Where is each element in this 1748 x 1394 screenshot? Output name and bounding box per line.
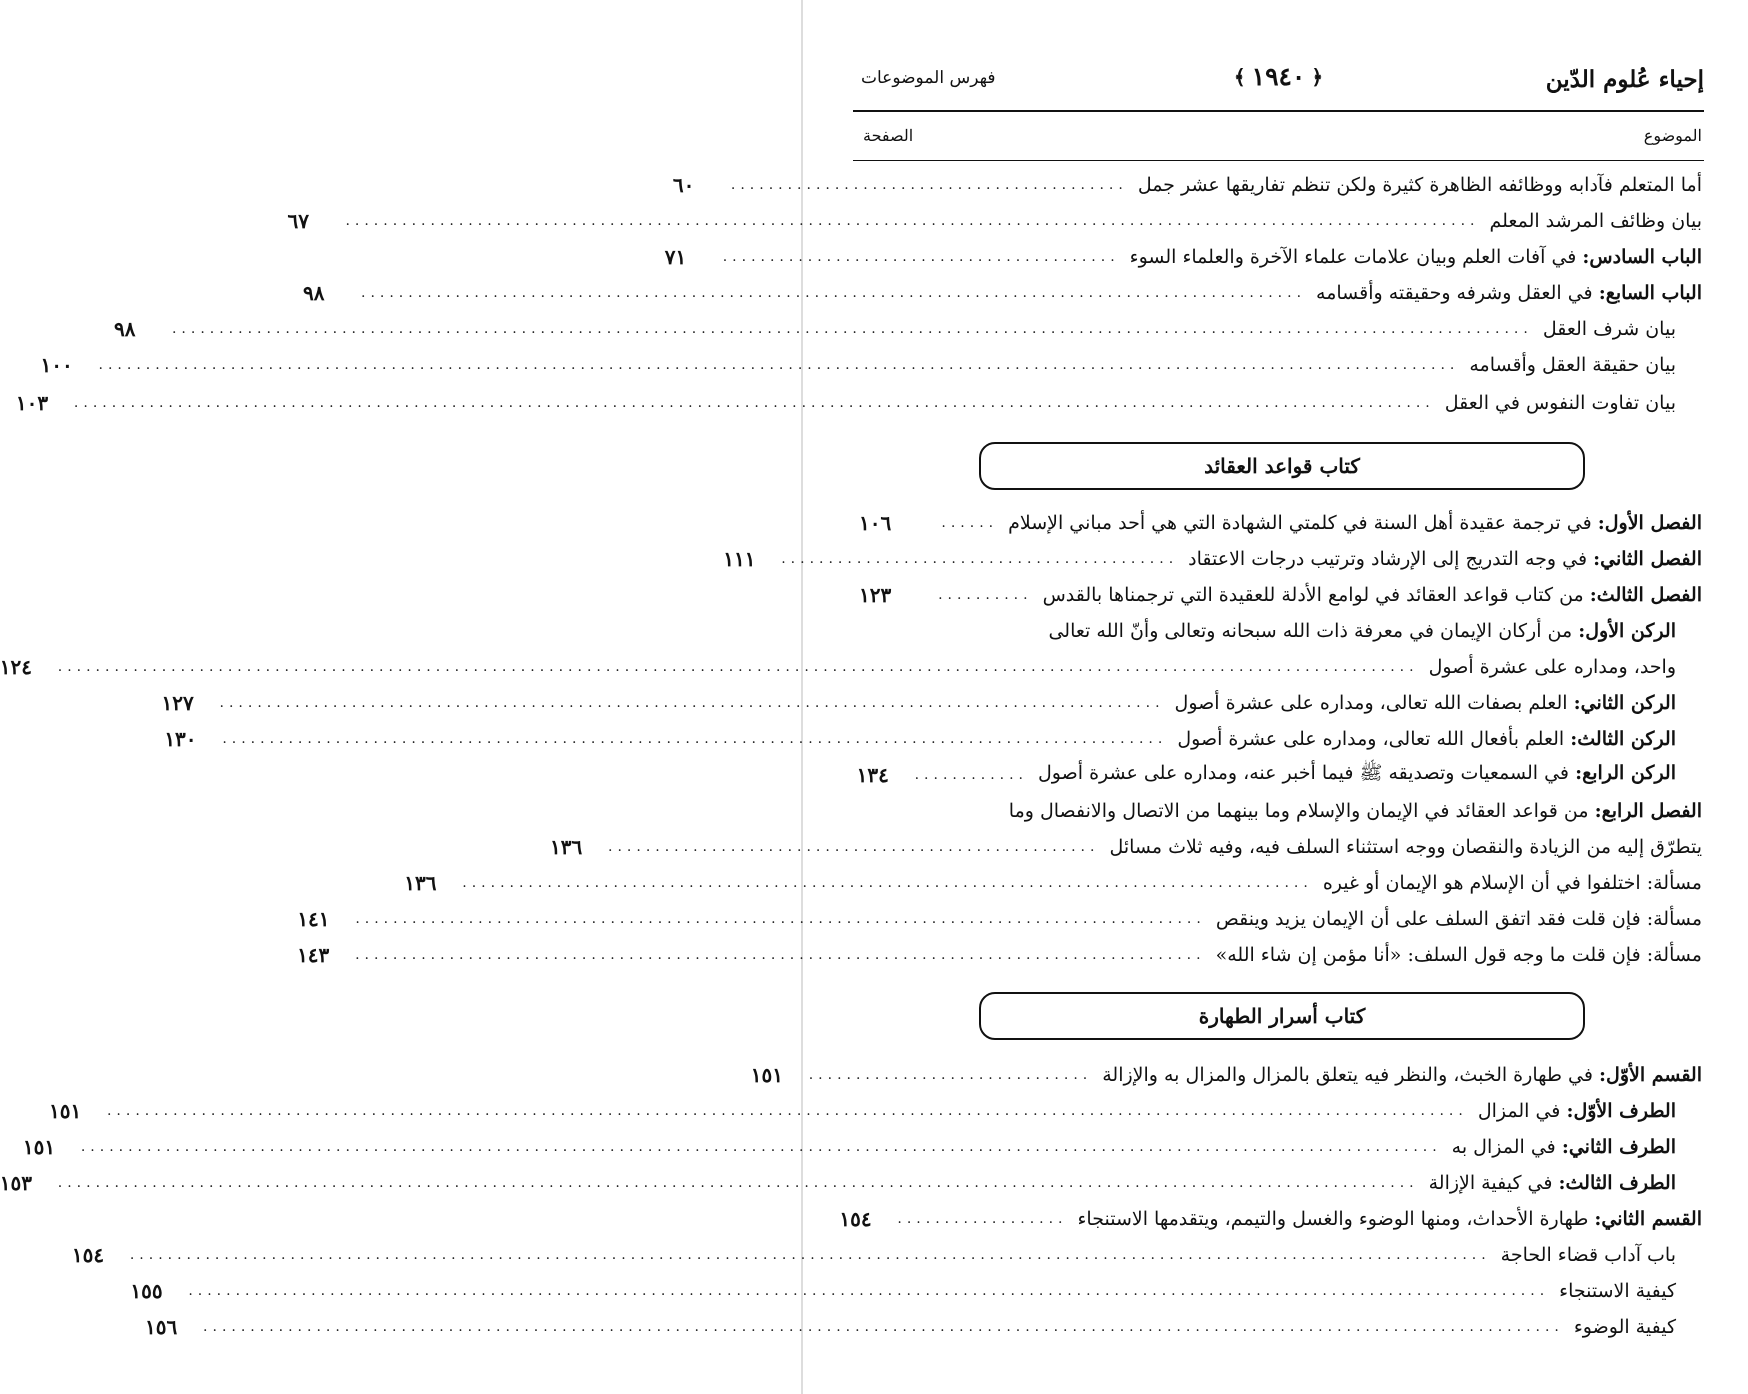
- toc-entry: [71, 1238, 1676, 1272]
- entry-body: من قواعد العقائد في الإيمان والإسلام وما بينهما من الاتصال والانفصال وما: [1008, 800, 1589, 822]
- toc-entry: [664, 240, 1702, 274]
- entry-body: في ترجمة عقيدة أهل السنة في كلمتي الشهادة التي هي أحد مباني الإسلام: [1008, 512, 1592, 534]
- entry-text: بيان وظائف المرشد المعلم: [1489, 210, 1702, 232]
- entry-label: الفصل الثالث:: [1589, 584, 1702, 606]
- leader-dots: ......: [941, 515, 999, 531]
- entry-page: ١٤٣: [297, 943, 330, 967]
- ornament-left-icon: ﴾: [1233, 64, 1246, 89]
- toc-entry: [859, 614, 1676, 648]
- section-title: فهرس الموضوعات: [861, 68, 996, 88]
- entry-page: ١٠٠: [40, 353, 73, 377]
- entry-text: [1177, 728, 1676, 750]
- entry-text: [1048, 620, 1676, 642]
- entry-body: في السمعيات وتصديقه ﷺ فيما أخبر عنه، ومداره على عشرة أصول: [1038, 762, 1570, 784]
- toc-entry: [859, 578, 1702, 612]
- page-column-header: الصفحة: [863, 126, 914, 145]
- entry-text: بيان تفاوت النفوس في العقل: [1444, 392, 1676, 414]
- entry-text: [1452, 1136, 1676, 1158]
- entry-text: [1316, 282, 1702, 304]
- column-headers: [855, 126, 1702, 152]
- entry-page: ١٥١: [750, 1063, 783, 1087]
- entry-label: الطرف الثاني:: [1561, 1136, 1676, 1158]
- toc-entry: [404, 866, 1702, 900]
- toc-entry: [287, 204, 1702, 238]
- entry-text: [1043, 584, 1702, 606]
- entry-page: ١٢٧: [161, 691, 194, 715]
- toc-entry: [672, 168, 1702, 202]
- leader-dots: ................................................................................................................................................: [171, 321, 1533, 337]
- leader-dots: ................................................................................................................................................: [98, 357, 1460, 373]
- entry-text: واحد، ومداره على عشرة أصول: [1428, 656, 1676, 678]
- entry-text: باب آداب قضاء الحاجة: [1500, 1244, 1676, 1266]
- entry-text: يتطرّق إليه من الزيادة والنقصان ووجه استثناء السلف فيه، وفيه ثلاث مسائل: [1109, 836, 1702, 858]
- entry-page: ٩٨: [303, 281, 325, 305]
- toc-entry: [145, 1310, 1676, 1344]
- entry-text: [1130, 246, 1702, 268]
- running-header: [853, 58, 1704, 98]
- entry-page: ١٢٤: [0, 655, 32, 679]
- entry-text: [1188, 548, 1702, 570]
- book-title: إحياء عُلوم الدّين: [1545, 66, 1704, 93]
- entry-body: طهارة الأحداث، ومنها الوضوء والغسل والتيمم، ويتقدمها الاستنجاء: [1077, 1208, 1589, 1230]
- toc-entry: [856, 758, 1676, 792]
- leader-dots: ................................................................................................................................................: [80, 1139, 1442, 1155]
- entry-label: الطرف الأوّل:: [1566, 1100, 1676, 1122]
- leader-dots: ................................................................................................................................................: [129, 1247, 1491, 1263]
- toc-entry: [15, 386, 1676, 420]
- entry-page: ١٣٤: [856, 763, 889, 787]
- toc-entry: [0, 650, 1676, 684]
- toc-entry: [297, 938, 1702, 972]
- leader-dots: ..........................................: [781, 551, 1179, 567]
- entry-page: ١١١: [723, 547, 756, 571]
- entry-page: ٩٨: [113, 317, 136, 341]
- entry-page: ١٠٣: [15, 391, 49, 415]
- entry-page: ١٥٦: [145, 1315, 178, 1339]
- leader-dots: ..........................................................................................: [355, 911, 1206, 927]
- entry-label: القسم الثاني:: [1594, 1208, 1702, 1230]
- entry-page: ١٥١: [22, 1135, 56, 1159]
- entry-page: ١٣٠: [164, 727, 197, 751]
- entry-body: من أركان الإيمان في معرفة ذات الله سبحانه وتعالى وأنّ الله تعالى: [1048, 620, 1573, 642]
- leader-dots: ..........................................................................................: [355, 947, 1206, 963]
- entry-label: الركن الرابع:: [1575, 762, 1676, 784]
- toc-entry: [750, 1058, 1702, 1092]
- page-number-text: ١٩٤٠: [1251, 62, 1306, 91]
- toc-entry: [113, 312, 1676, 346]
- entry-body: في المزال به: [1451, 1136, 1556, 1158]
- entry-label: الركن الثالث:: [1570, 728, 1676, 750]
- book-heading-box: كتاب قواعد العقائد: [979, 442, 1585, 490]
- entry-text: مسألة: فإن قلت فقد اتفق السلف على أن الإيمان يزيد وينقص: [1215, 908, 1702, 930]
- leader-dots: ....................................................................................................: [219, 695, 1165, 711]
- toc-entry: [40, 348, 1676, 382]
- leader-dots: ..........................................: [722, 249, 1120, 265]
- entry-body: في طهارة الخبث، والنظر فيه يتعلق بالمزال والمزال به والإزالة: [1102, 1064, 1593, 1086]
- entry-body: في كيفية الإزالة: [1428, 1172, 1553, 1194]
- entry-page: ٧١: [664, 245, 687, 269]
- entry-text: مسألة: اختلفوا في أن الإسلام هو الإيمان أو غيره: [1322, 872, 1702, 894]
- entry-text: بيان حقيقة العقل وأقسامه: [1469, 354, 1676, 376]
- leader-dots: ....................................................................................................: [361, 285, 1307, 301]
- toc-entry: [130, 1274, 1676, 1308]
- toc-entry: [48, 1094, 1676, 1128]
- entry-body: في المزال: [1477, 1100, 1561, 1122]
- entry-label: الباب السابع:: [1598, 282, 1702, 304]
- toc-entry: [297, 902, 1702, 936]
- toc-entry: [859, 506, 1702, 540]
- toc-entry: [22, 1130, 1676, 1164]
- leader-dots: ..........................................: [730, 177, 1128, 193]
- entry-body: في آفات العلم وبيان علامات علماء الآخرة والعلماء السوء: [1129, 246, 1577, 268]
- entry-body: العلم بأفعال الله تعالى، ومداره على عشرة أصول: [1177, 728, 1565, 750]
- entry-page: ١٥٣: [0, 1171, 32, 1195]
- topic-column-header: الموضوع: [1643, 126, 1702, 145]
- entry-label: الفصل الثاني:: [1593, 548, 1702, 570]
- entry-page: ٦٠: [672, 173, 695, 197]
- entry-text: [1175, 692, 1676, 714]
- leader-dots: ........................................................................................................................: [345, 213, 1480, 229]
- entry-label: الباب السادس:: [1582, 246, 1702, 268]
- toc-entry: [161, 686, 1676, 720]
- ornament-right-icon: ﴿: [1311, 64, 1324, 89]
- book-heading-box: كتاب أسرار الطهارة: [979, 992, 1585, 1040]
- entry-text: أما المتعلم فآدابه ووظائفه الظاهرة كثيرة ولكن تنظم تفاريقها عشر جمل: [1137, 174, 1702, 196]
- entry-label: الطرف الثالث:: [1558, 1172, 1676, 1194]
- entry-text: [1478, 1100, 1676, 1122]
- page-number: [1234, 62, 1323, 91]
- entry-text: [1038, 761, 1676, 789]
- toc-entry: [164, 722, 1676, 756]
- leader-dots: ..............................: [808, 1067, 1093, 1083]
- entry-page: ١٥١: [48, 1099, 82, 1123]
- toc-entry: [723, 542, 1702, 576]
- leader-dots: ..........................................................................................: [462, 875, 1313, 891]
- entry-text: بيان شرف العقل: [1542, 318, 1676, 340]
- leader-dots: ............: [914, 767, 1028, 783]
- entry-text: كيفية الوضوء: [1573, 1316, 1676, 1338]
- toc-entry: [303, 276, 1702, 310]
- entry-page: ٦٧: [287, 209, 309, 233]
- entry-page: ١٥٤: [839, 1207, 872, 1231]
- leader-dots: ....................................................: [608, 839, 1100, 855]
- toc-entry: [550, 830, 1702, 864]
- leader-dots: ................................................................................................................................................: [57, 659, 1419, 675]
- entry-label: القسم الأوّل:: [1599, 1064, 1702, 1086]
- toc-entry: [859, 794, 1702, 828]
- leader-dots: ................................................................................................................................................: [73, 395, 1435, 411]
- entry-body: العلم بصفات الله تعالى، ومداره على عشرة أصول: [1174, 692, 1568, 714]
- entry-page: ١٢٣: [859, 583, 892, 607]
- entry-page: ١٥٥: [130, 1279, 163, 1303]
- entry-text: مسألة: فإن قلت ما وجه قول السلف: «أنا مؤمن إن شاء الله»: [1215, 944, 1702, 966]
- leader-dots: ................................................................................................................................................: [57, 1175, 1419, 1191]
- entry-label: الفصل الرابع:: [1594, 800, 1702, 822]
- entry-page: ١٠٦: [859, 511, 892, 535]
- entry-label: الركن الثاني:: [1573, 692, 1676, 714]
- entry-page: ١٥٤: [71, 1243, 105, 1267]
- entry-text: [1429, 1172, 1676, 1194]
- leader-dots: ..................: [897, 1211, 1068, 1227]
- entry-text: كيفية الاستنجاء: [1559, 1280, 1676, 1302]
- entry-page: ١٣٦: [550, 835, 583, 859]
- entry-text: [1009, 800, 1702, 822]
- entry-text: [1008, 512, 1702, 534]
- leader-dots: ................................................................................................................................................: [188, 1283, 1550, 1299]
- entry-label: الفصل الأول:: [1597, 512, 1702, 534]
- leader-dots: ..........: [938, 587, 1033, 603]
- leader-dots: ....................................................................................................: [222, 731, 1168, 747]
- entry-text: [1102, 1064, 1702, 1086]
- leader-dots: ................................................................................................................................................: [203, 1319, 1564, 1335]
- header-rule: [853, 110, 1704, 112]
- entry-body: في وجه التدريج إلى الإرشاد وترتيب درجات الاعتقاد: [1188, 548, 1588, 570]
- entry-text: [1078, 1208, 1703, 1230]
- entry-page: ١٣٦: [404, 871, 437, 895]
- leader-dots: ................................................................................................................................................: [106, 1103, 1468, 1119]
- column-header-rule: [853, 160, 1704, 161]
- entry-body: من كتاب قواعد العقائد في لوامع الأدلة للعقيدة التي ترجمناها بالقدس: [1042, 584, 1584, 606]
- toc-entry: [839, 1202, 1702, 1236]
- entry-body: في العقل وشرفه وحقيقته وأقسامه: [1316, 282, 1593, 304]
- entry-label: الركن الأول:: [1578, 620, 1676, 642]
- toc-entry: [0, 1166, 1676, 1200]
- entry-page: ١٤١: [297, 907, 330, 931]
